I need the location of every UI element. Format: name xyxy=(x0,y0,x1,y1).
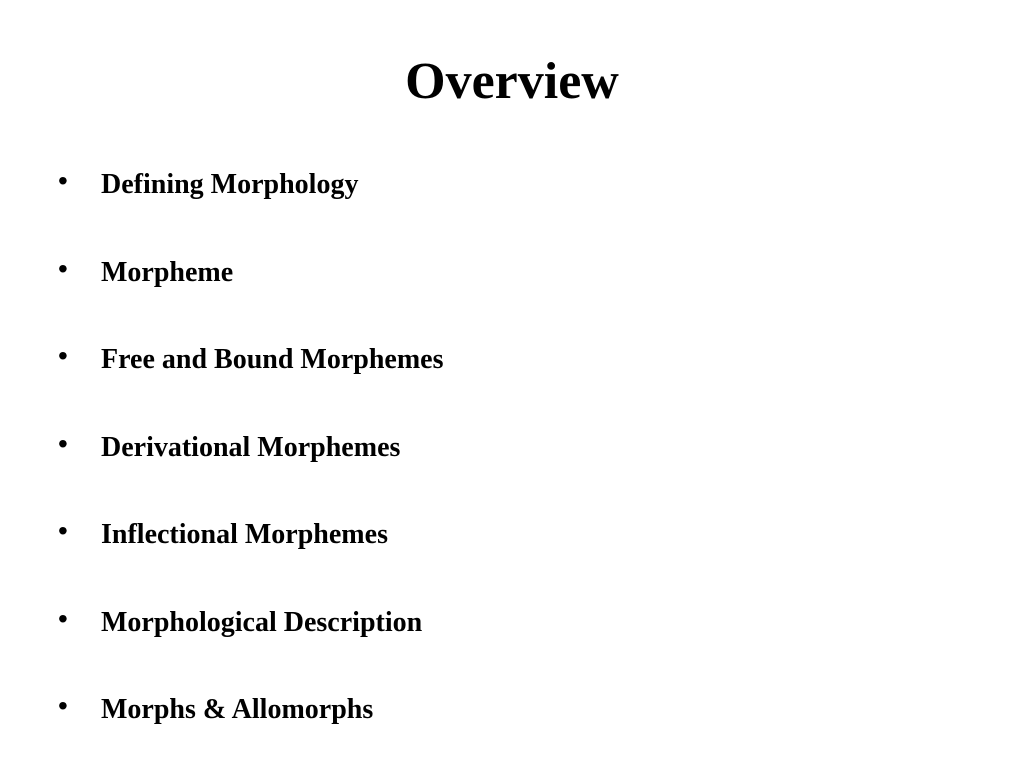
bullet-label: Defining Morphology xyxy=(101,169,359,200)
bullet-icon: • xyxy=(58,165,68,196)
bullet-icon: • xyxy=(58,252,68,284)
bullet-label: Morphological Description xyxy=(101,606,423,638)
bullet-icon: • xyxy=(58,602,68,634)
bullet-label: Free and Bound Morphemes xyxy=(101,344,444,375)
bullet-label: Morphs & Allomorphs xyxy=(101,694,374,725)
list-item xyxy=(0,513,1024,601)
bullet-icon: • xyxy=(58,340,68,371)
list-item xyxy=(0,601,1024,689)
list-item xyxy=(0,426,1024,514)
bullet-label: Morpheme xyxy=(101,256,234,288)
list-item xyxy=(0,251,1024,339)
list-item xyxy=(0,338,1024,426)
list-item xyxy=(0,688,1024,776)
bullet-icon: • xyxy=(58,427,68,459)
list-item xyxy=(0,163,1024,251)
bullet-icon: • xyxy=(58,515,68,546)
bullet-list xyxy=(0,163,1024,776)
bullet-label: Derivational Morphemes xyxy=(101,431,401,463)
bullet-icon: • xyxy=(58,690,68,721)
slide-title: Overview xyxy=(405,53,619,110)
bullet-label: Inflectional Morphemes xyxy=(101,519,388,550)
